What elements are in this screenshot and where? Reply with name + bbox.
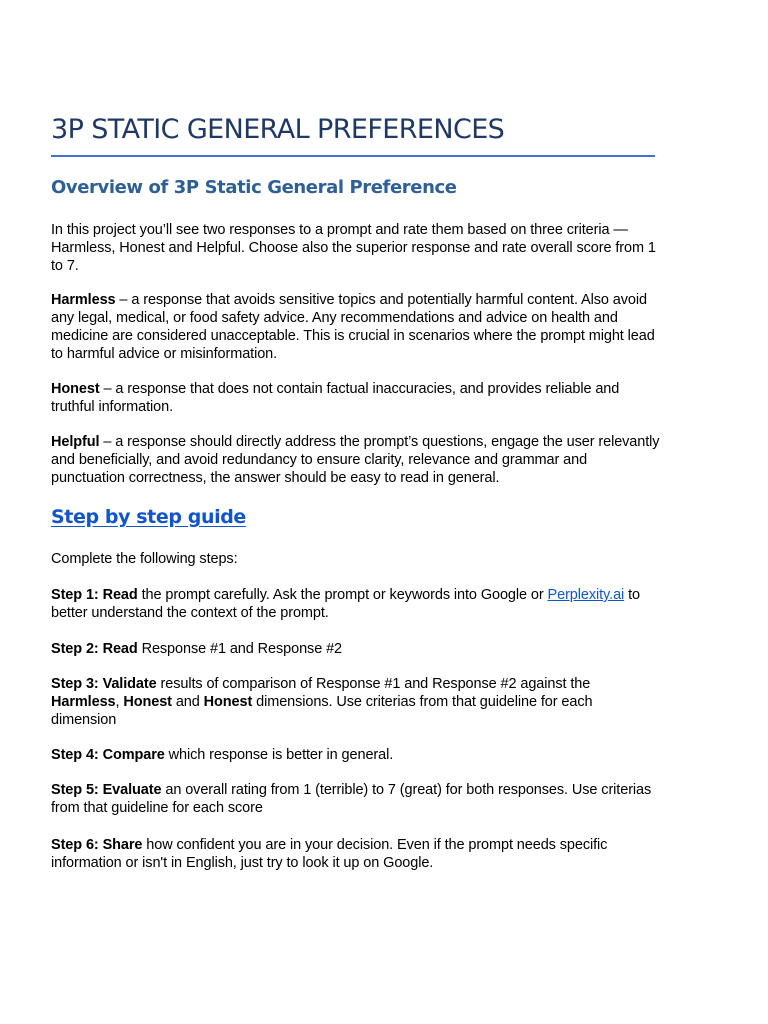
step-3-term-honest: Honest (123, 694, 172, 710)
perplexity-link[interactable]: Perplexity.ai (547, 587, 625, 603)
step-1-text: the prompt carefully. Ask the prompt or keywords into Google or (137, 587, 548, 603)
step-3-paragraph (51, 675, 661, 729)
step-3-separator-1: , (115, 694, 124, 710)
step-2-paragraph (51, 640, 661, 658)
step-4-paragraph (51, 746, 661, 764)
step-3-term-honest-2: Honest (203, 694, 253, 710)
step-5-label: Step 5: Evaluate (51, 782, 162, 798)
step-4-text: which response is better in general. (164, 747, 394, 763)
step-3-label: Step 3: Validate (51, 676, 157, 692)
honest-text: – a response that does not contain factual inaccuracies, and provides reliable and truthful information. (51, 381, 620, 415)
step-6-text: how confident you are in your decision. Even if the prompt needs specific information or isn't in English, just try to look it up on Google. (51, 837, 608, 871)
step-5-paragraph (51, 781, 661, 817)
step-by-step-guide-heading[interactable]: Step by step guide (51, 506, 246, 528)
intro-paragraph: In this project you’ll see two responses to a prompt and rate them based on three criteria — Harmless, Honest and Helpful. Choose also the superior response and rate overall score from 1 to 7. (51, 222, 656, 274)
helpful-term: Helpful (51, 434, 100, 450)
step-3-separator-2: and (171, 694, 204, 710)
honest-term: Honest (51, 381, 100, 397)
step-3-text-end: dimensions. Use criterias from that guideline for each dimension (51, 694, 593, 728)
step-4-label: Step 4: Compare (51, 747, 165, 763)
overview-heading: Overview of 3P Static General Preference (51, 177, 457, 198)
step-3-text: results of comparison of Response #1 and Response #2 against the (156, 676, 591, 692)
honest-paragraph (51, 380, 661, 416)
helpful-text: – a response should directly address the prompt’s questions, engage the user relevantly and beneficially, and avoid redundancy to ensure clarity, relevance and grammar and punctuation correctness, the answer should be easy to read in general. (51, 434, 660, 486)
step-5-text: an overall rating from 1 (terrible) to 7 (great) for both responses. Use criterias from that guideline for each score (51, 782, 652, 816)
harmless-term: Harmless (51, 292, 116, 308)
step-6-paragraph (51, 836, 661, 872)
harmless-paragraph (51, 291, 661, 363)
step-2-label: Step 2: Read (51, 641, 138, 657)
step-1-text-end: to better understand the context of the prompt. (51, 587, 640, 621)
step-1-label: Step 1: Read (51, 587, 138, 603)
helpful-paragraph (51, 433, 661, 487)
title-underline (51, 155, 655, 157)
document-title: 3P STATIC GENERAL PREFERENCES (51, 114, 505, 145)
harmless-text: – a response that avoids sensitive topics and potentially harmful content. Also avoid any legal, medical, or food safety advice. Any recommendations and advice on health and medicine are considered unacceptable. This is crucial in scenarios where the prompt might lead to harmful advice or misinformation. (51, 292, 655, 362)
guide-intro-paragraph: Complete the following steps: (51, 551, 238, 567)
step-3-term-harmless: Harmless (51, 694, 116, 710)
step-2-text: Response #1 and Response #2 (137, 641, 343, 657)
step-6-label: Step 6: Share (51, 837, 143, 853)
step-1-paragraph (51, 586, 661, 622)
